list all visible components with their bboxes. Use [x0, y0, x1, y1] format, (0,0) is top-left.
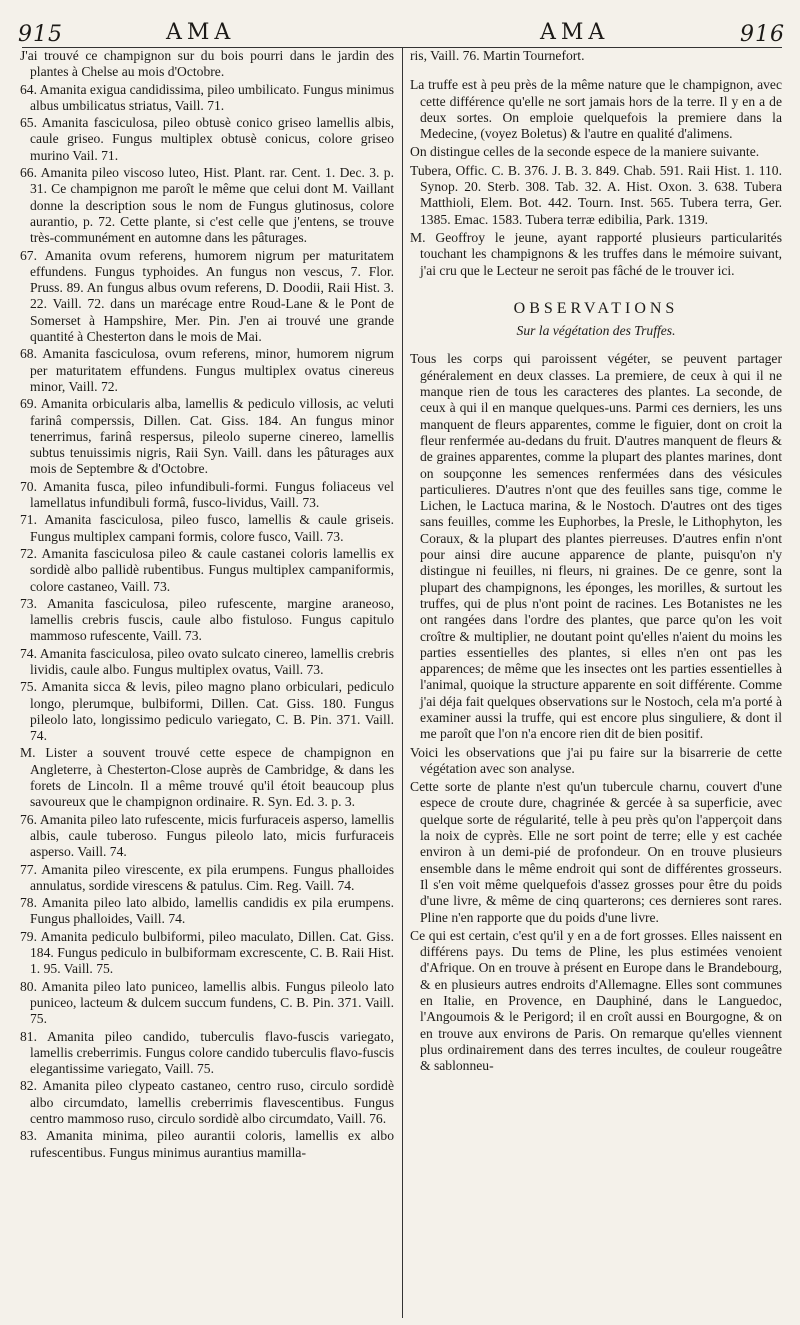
text-paragraph: M. Geoffroy le jeune, ayant rapporté plusieurs particularités touchant les champignons & les truffes dans le mémoire suivant, j'ai cru que le Lecteur ne seroit pas fâché de le trouver ici. — [410, 229, 782, 278]
text-paragraph: La truffe est à peu près de la même nature que le champignon, avec cette différence qu'elle ne sort jamais hors de la terre. Il y en a de deux sortes. On emploie quelquefois la premiere dans la Medecine, (voyez Boletus) & l'autre en qualité d'alimens. — [410, 77, 782, 142]
observations-subtitle: Sur la végétation des Truffes. — [516, 323, 676, 339]
species-entry: 83. Amanita minima, pileo aurantii coloris, lamellis ex albo rufescentibus. Fungus minimus aurantius mamilla- — [20, 1128, 394, 1160]
species-entry: 73. Amanita fasciculosa, pileo rufescente, margine araneoso, lamellis crebris fuscis, caule albo fistuloso. Fungus capitulo mammoso rufescente, Vaill. 73. — [20, 595, 394, 644]
species-entry: ris, Vaill. 76. Martin Tournefort. — [410, 48, 585, 63]
species-entry: 66. Amanita pileo viscoso luteo, Hist. Plant. rar. Cent. 1. Dec. 3. p. 31. Ce champignon me paroît le même que celui dont M. Vaillant donne la description sous le nom de Fungus glutinosus, colore aurantio, p. 72. Cette plante, si c'est celle que j'entens, se trouve très-communément en automne dans les pâturages. — [20, 165, 394, 246]
species-entry: 75. Amanita sicca & levis, pileo magno plano orbiculari, pediculo longo, plerumque, bulbiformi, Dillen. Cat. Giss. 180. Fungus pileolo lato, longissimo pediculo variegato, C. B. Pin. 371. Vaill. 74. — [20, 679, 394, 744]
species-entry: M. Lister a souvent trouvé cette espece de champignon en Angleterre, à Chesterton-Close auprès de Cambridge, & dans les forets de Lincoln. Il a même trouvé qu'il étoit beaucoup plus savoureux que le champignon ordinaire. R. Syn. Ed. 3. p. 3. — [20, 745, 394, 810]
column-divider — [402, 48, 403, 1318]
species-entry: 69. Amanita orbicularis alba, lamellis & pediculo villosis, ac veluti farinâ comperssis, Dillen. Cat. Giss. 184. An fungus minor tenerrimus, farinâ respersus, pileolo superne cinereo, lamellis subtus tenuissimis nigris, Raii Syn. Vaill. dans les pâturages aux mois de Septembre & d'Octobre. — [20, 396, 394, 477]
species-entry: 70. Amanita fusca, pileo infundibuli-formi. Fungus foliaceus vel lamellatus infundibuli formâ, fusco-lividus, Vaill. 73. — [20, 478, 394, 511]
right-page-number: 916 — [740, 22, 785, 47]
right-column — [410, 48, 782, 1320]
species-entry: J'ai trouvé ce champignon sur du bois pourri dans le jardin des plantes à Chelse au mois d'Octobre. — [20, 48, 394, 80]
species-entry: 72. Amanita fasciculosa pileo & caule castanei coloris lamellis ex sordidè albo pallidè rubentibus. Fungus multiplex campaniformis, colore castaneo, Vaill. 73. — [20, 545, 394, 594]
observation-paragraph: Voici les observations que j'ai pu faire sur la bisarrerie de cette végétation avec son analyse. — [410, 744, 782, 776]
observation-paragraph: Cette sorte de plante n'est qu'un tubercule charnu, couvert d'une espece de croute dure, chagrinée & gercée à sa superficie, avec quelque sorte de régularité, telle à peu près qu'on l'apperçoit dans la noix de cyprès. Elle ne sort point de terre; elle y est cachée environ à un demi-pié de profondeur. On en trouve plusieurs ensemble dans le même endroit qui sont de différentes grosseurs. Il s'en voit même quelquefois d'assez grosses pour être du poids d'une livre, & même de cinq quarterons; ces dernieres sont rares. Pline n'en rapporte que du poids d'une livre. — [410, 779, 782, 925]
species-entry: 82. Amanita pileo clypeato castaneo, centro ruso, circulo sordidè albo circumdato, lamellis creberrimis flavescentibus. Fungus centro mammoso ruso, circulo sordidè albo circumdato, Vaill. 76. — [20, 1078, 394, 1126]
observation-paragraph: Tous les corps qui paroissent végéter, se peuvent partager généralement en deux classes. La premiere, de ceux à qui il ne manque rien de tous les caracteres des plantes. La seconde, de ceux à qui il en manque quelques-uns. Parmi ces derniers, les uns manquent de fleurs apparentes, comme le figuier, dont on croit la fleur renfermée au-dedans du fruit. D'autres manquent de fleurs & de graines apparentes, comme la plupart des plantes marines, dont on soupçonne les semences renfermées dans des vésicules particulieres. D'autres n'ont que des feuilles sans tige, comme le Lichen, le Lactuca marina, & le Nostoch. D'autres ont des tiges sans feuilles, comme les Euphorbes, la Presle, le Lithophyton, les Coraux, & la plupart des plantes pierreuses. D'autres enfin n'ont pour ainsi dire aucune apparence de plante, puisqu'on n'y distingue ni feuilles, ni fleurs, ni graines. De ce genre, sont la plupart des champignons, les éponges, les morilles, & surtout les truffes, qui de plus n'ont point de racines. Les Botanistes ne les ont rangées dans l'ordre des plantes, que parce qu'on les voit croître & multiplier, ne doutant point qu'elles n'aient du moins les parties essentielles des plantes, si elles n'en ont pas les apparences; de même que les insectes ont les parties essentielles à l'animal, quoique la structure apparente en soit différente. Comme j'ai déja fait quelques observations sur le Nostoch, cela m'a porté à examiner aussi la truffe, qui est encore plus singuliere, & dont il me paroît que l'on n'a encore rien dit de bien positif. — [410, 351, 782, 742]
species-entry: 78. Amanita pileo lato albido, lamellis candidis ex pila erumpens. Fungus phalloides, Vaill. 74. — [20, 895, 394, 927]
left-running-head: AMA — [166, 20, 236, 45]
right-running-head: AMA — [540, 20, 610, 45]
left-page-number: 915 — [18, 22, 63, 47]
text-paragraph: Tubera, Offic. C. B. 376. J. B. 3. 849. Chab. 591. Raii Hist. 1. 110. Synop. 20. Sterb. 308. Tab. 32. A. Hist. Oxon. 3. 638. Tubera Matthioli, Elem. Bot. 442. Tourn. Inst. 565. Tubera terra, Ger. 1385. Emac. 1583. Tubera terræ edibilia, Park. 1319. — [410, 162, 782, 227]
species-entry: 81. Amanita pileo candido, tuberculis flavo-fuscis variegato, lamellis creberrimis. Fungus colore candido tuberculis flavo-fuscis elegantissime variegato, Vaill. 75. — [20, 1028, 394, 1077]
text-paragraph: On distingue celles de la seconde espece de la maniere suivante. — [410, 144, 760, 160]
observations-title: OBSERVATIONS — [513, 299, 679, 317]
species-entry: 64. Amanita exigua candidissima, pileo umbilicato. Fungus minimus albus umbilicatus striatus, Vaill. 71. — [20, 81, 394, 113]
species-entry: 74. Amanita fasciculosa, pileo ovato sulcato cinereo, lamellis crebris lividis, caule albo. Fungus multiplex ovatus, Vaill. 73. — [20, 645, 394, 677]
species-entry: 80. Amanita pileo lato puniceo, lamellis albis. Fungus pileolo lato puniceo, lacteum & dulcem succum fundens, C. B. Pin. 371. Vaill. 75. — [20, 978, 394, 1027]
observation-paragraph: Ce qui est certain, c'est qu'il y en a de fort grosses. Elles naissent en différens pays. Du tems de Pline, les plus estimées venoient d'Afrique. On en trouve à présent en Europe dans le Brandebourg, & en plusieurs autres endroits d'Allemagne. Elles sont communes en Italie, en Provence, en Dauphiné, dans le Languedoc, l'Angoumois & le Perigord; il en croît aussi en Bourgogne, & on en trouve aux environs de Paris. On remarque qu'elles viennent plus ordinairement dans des terres incultes, de couleur rougeâtre & sablonneu- — [410, 927, 782, 1074]
species-entry: 67. Amanita ovum referens, humorem nigrum per maturitatem effundens. Fungus typhoides. An fungus non vescus, 7. Flor. Pruss. 89. An fungus albus ovum referens, D. Doodii, Raii Hist. 3. 22. Vaill. 72. dans un marécage entre Roud-Lane & le Pont de Somerset à Hampshire, Mer. Pin. J'en ai trouvé une grande quantité à Chesterton dans le mois de Mai. — [20, 247, 394, 345]
species-entry: 79. Amanita pediculo bulbiformi, pileo maculato, Dillen. Cat. Giss. 184. Fungus pediculo in bulbiformam excrescente, C. B. Raii Hist. 1. 95. Vaill. 75. — [20, 928, 394, 977]
species-entry: 76. Amanita pileo lato rufescente, micis furfuraceis asperso, lamellis albis, caule tuberoso. Fungus pileolo lato, micis furfuraceis asperso. Vaill. 74. — [20, 811, 394, 860]
species-entry: 71. Amanita fasciculosa, pileo fusco, lamellis & caule griseis. Fungus multiplex campani formis, colore fusco, Vaill. 73. — [20, 512, 394, 544]
species-entry: 68. Amanita fasciculosa, ovum referens, minor, humorem nigrum per maturitatem effundens. Fungus multiplex ovatus cinereus minor, Vaill. 72. — [20, 346, 394, 394]
species-entry: 77. Amanita pileo virescente, ex pila erumpens. Fungus phalloides annulatus, sordide virescens & patulus. Cim. Reg. Vaill. 74. — [20, 861, 394, 893]
species-entry: 65. Amanita fasciculosa, pileo obtusè conico griseo lamellis albis, caule griseo. Fungus multiplex obtusè conicus, colore griseo murino Vail. 71. — [20, 115, 394, 163]
left-column — [20, 48, 394, 1320]
